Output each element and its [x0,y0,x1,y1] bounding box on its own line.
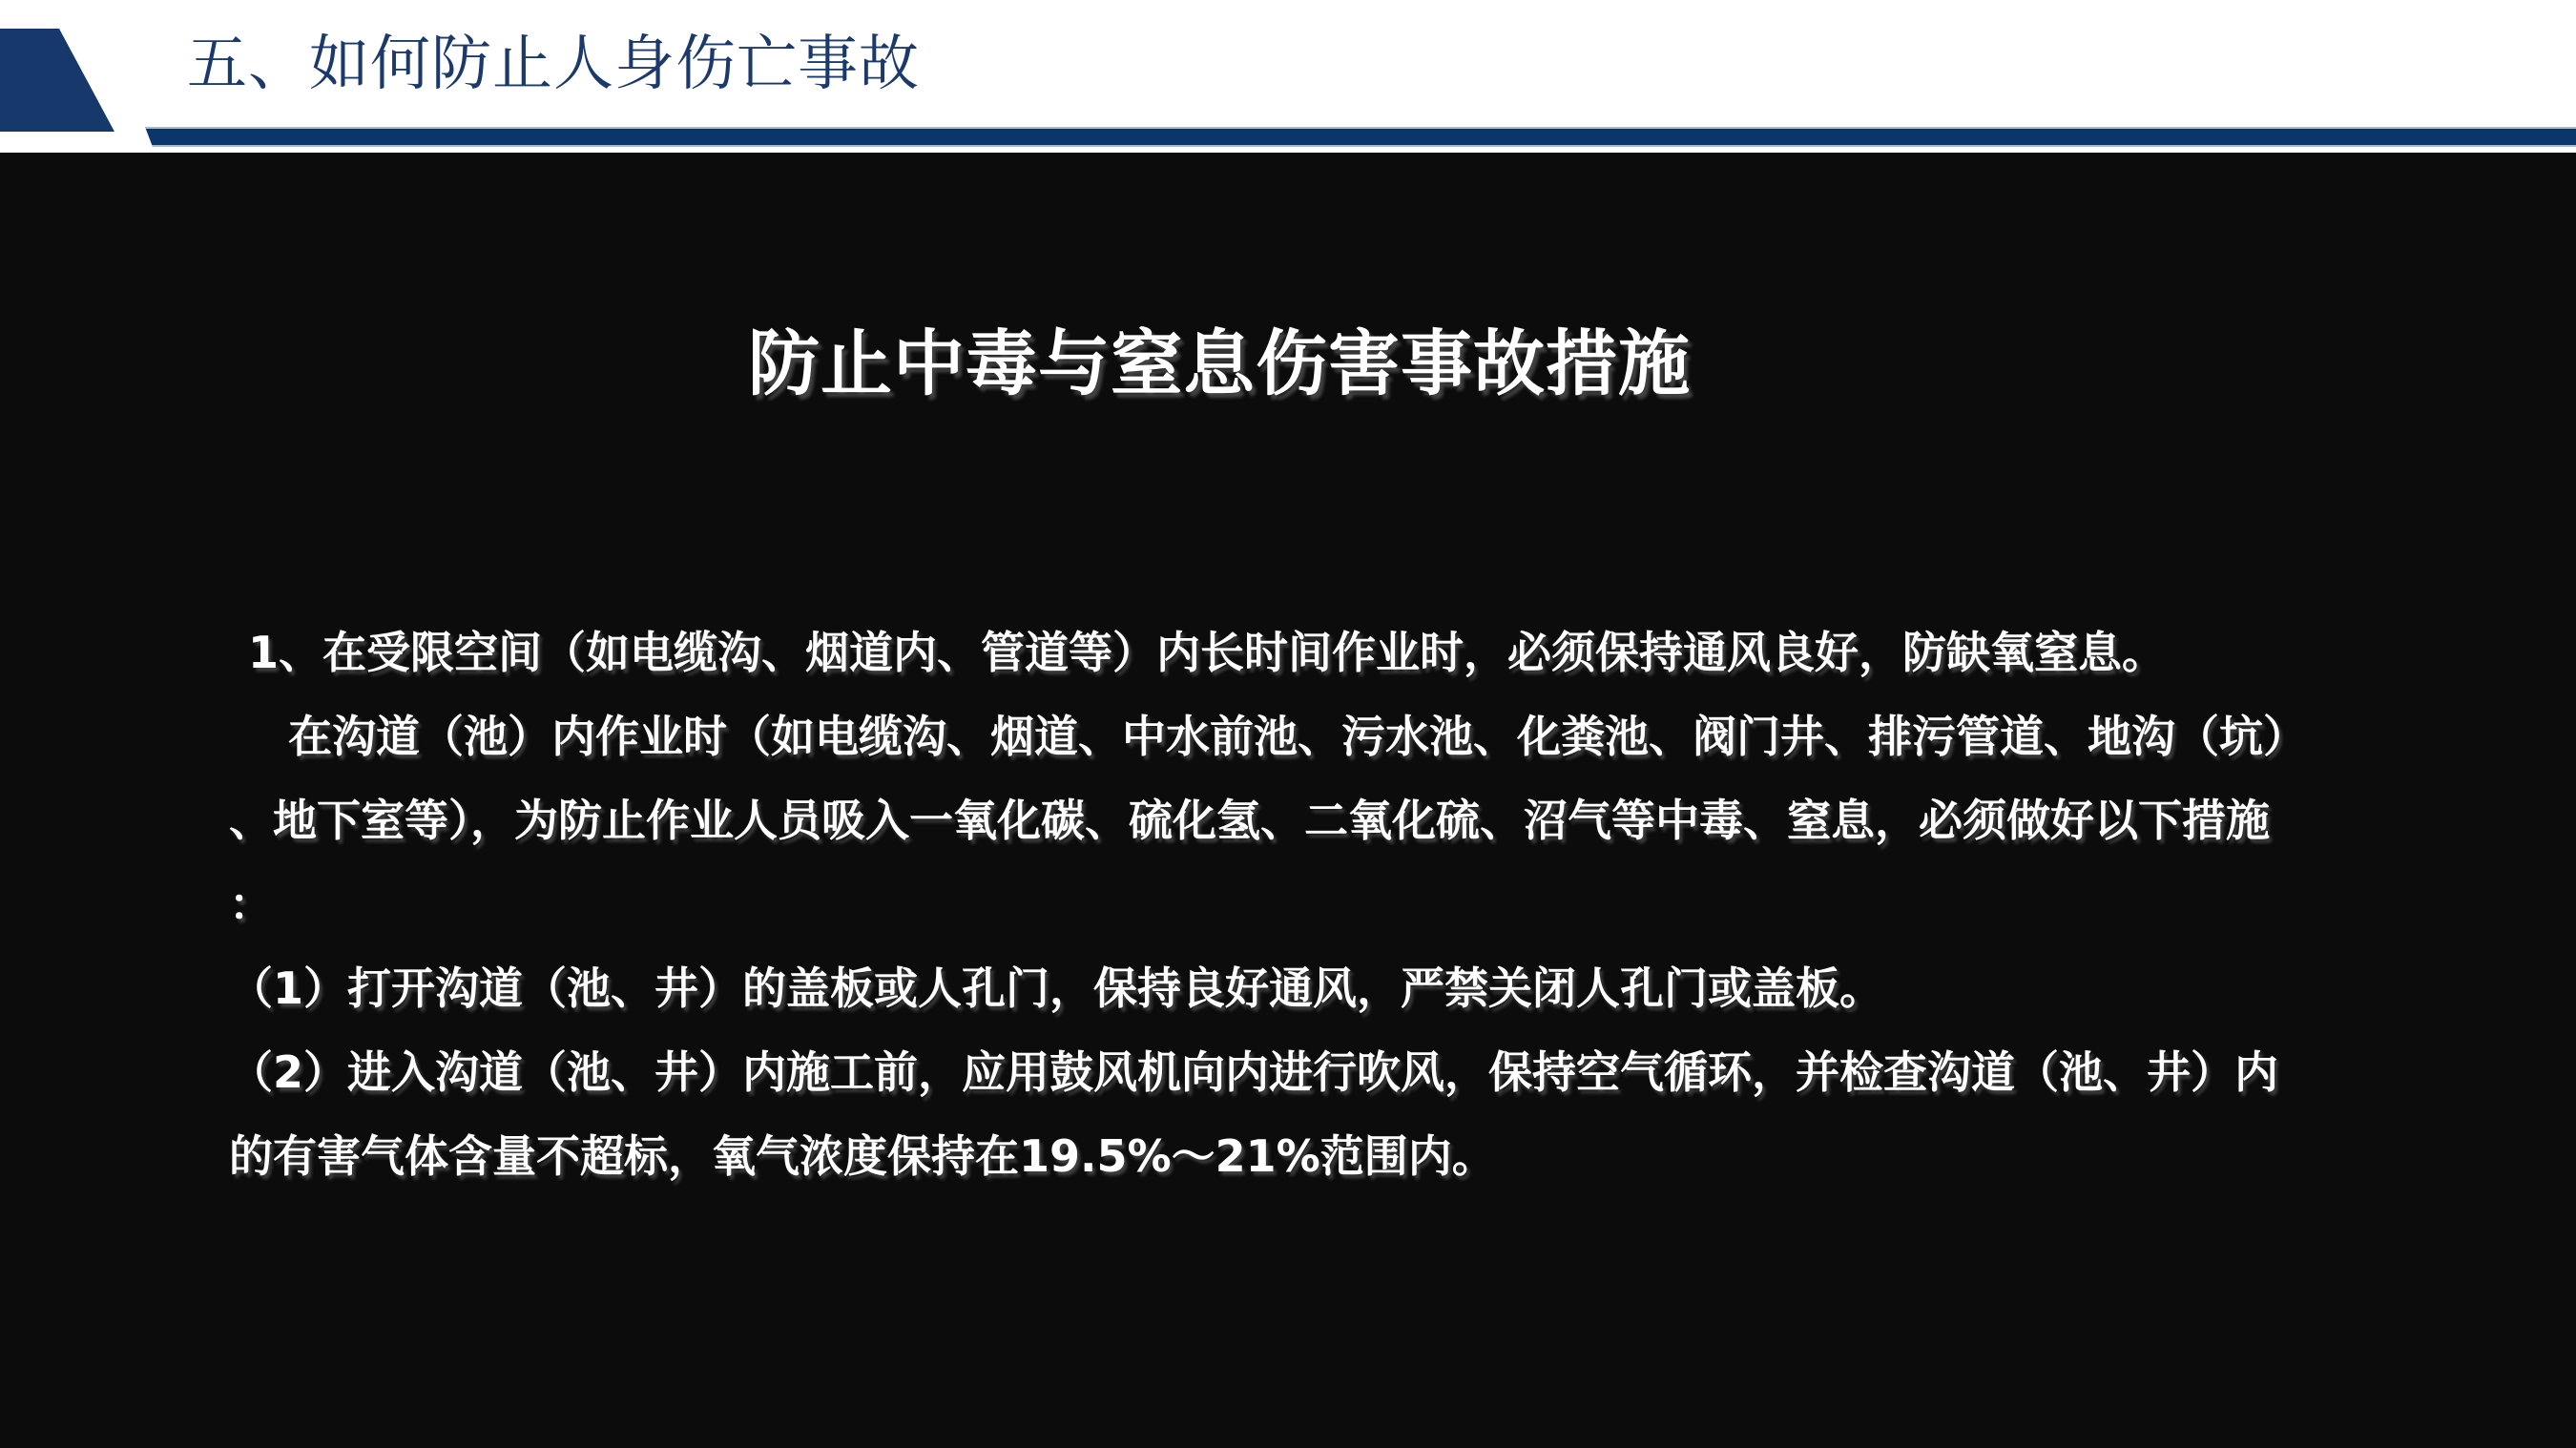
body-line-5: （1）打开沟道（池、井）的盖板或人孔门，保持良好通风，严禁关闭人孔门或盖板。 [229,962,1884,1014]
body-line-3: 、地下室等），为防止作业人员吸入一氧化碳、硫化氢、二氧化硫、沼气等中毒、窒息，必须做好以下措施 [229,795,2270,846]
body-line-4: ： [229,879,273,930]
body-line-7: 的有害气体含量不超标，氧气浓度保持在19.5%～21%范围内。 [229,1130,1496,1182]
body-line-1: 1、在受限空间（如电缆沟、烟道内、管道等）内长时间作业时，必须保持通风良好，防缺氧窒息。 [248,627,2167,678]
header-divider-bar [132,127,2576,147]
slide-main-title: 防止中毒与窒息伤害事故措施 [747,321,1691,405]
header-section-title: 五、如何防止人身伤亡事故 [187,29,920,98]
slide-body-panel [0,153,2576,1448]
slide-header [0,0,2576,153]
body-text-block [229,610,2423,1198]
body-line-6: （2）进入沟道（池、井）内施工前，应用鼓风机向内进行吹风，保持空气循环，并检查沟道（池、井）内 [229,1046,2279,1098]
body-line-2: 在沟道（池）内作业时（如电缆沟、烟道、中水前池、污水池、化粪池、阀门井、排污管道、地沟（坑） [288,711,2307,762]
header-accent-trapezoid-shape [0,0,124,134]
